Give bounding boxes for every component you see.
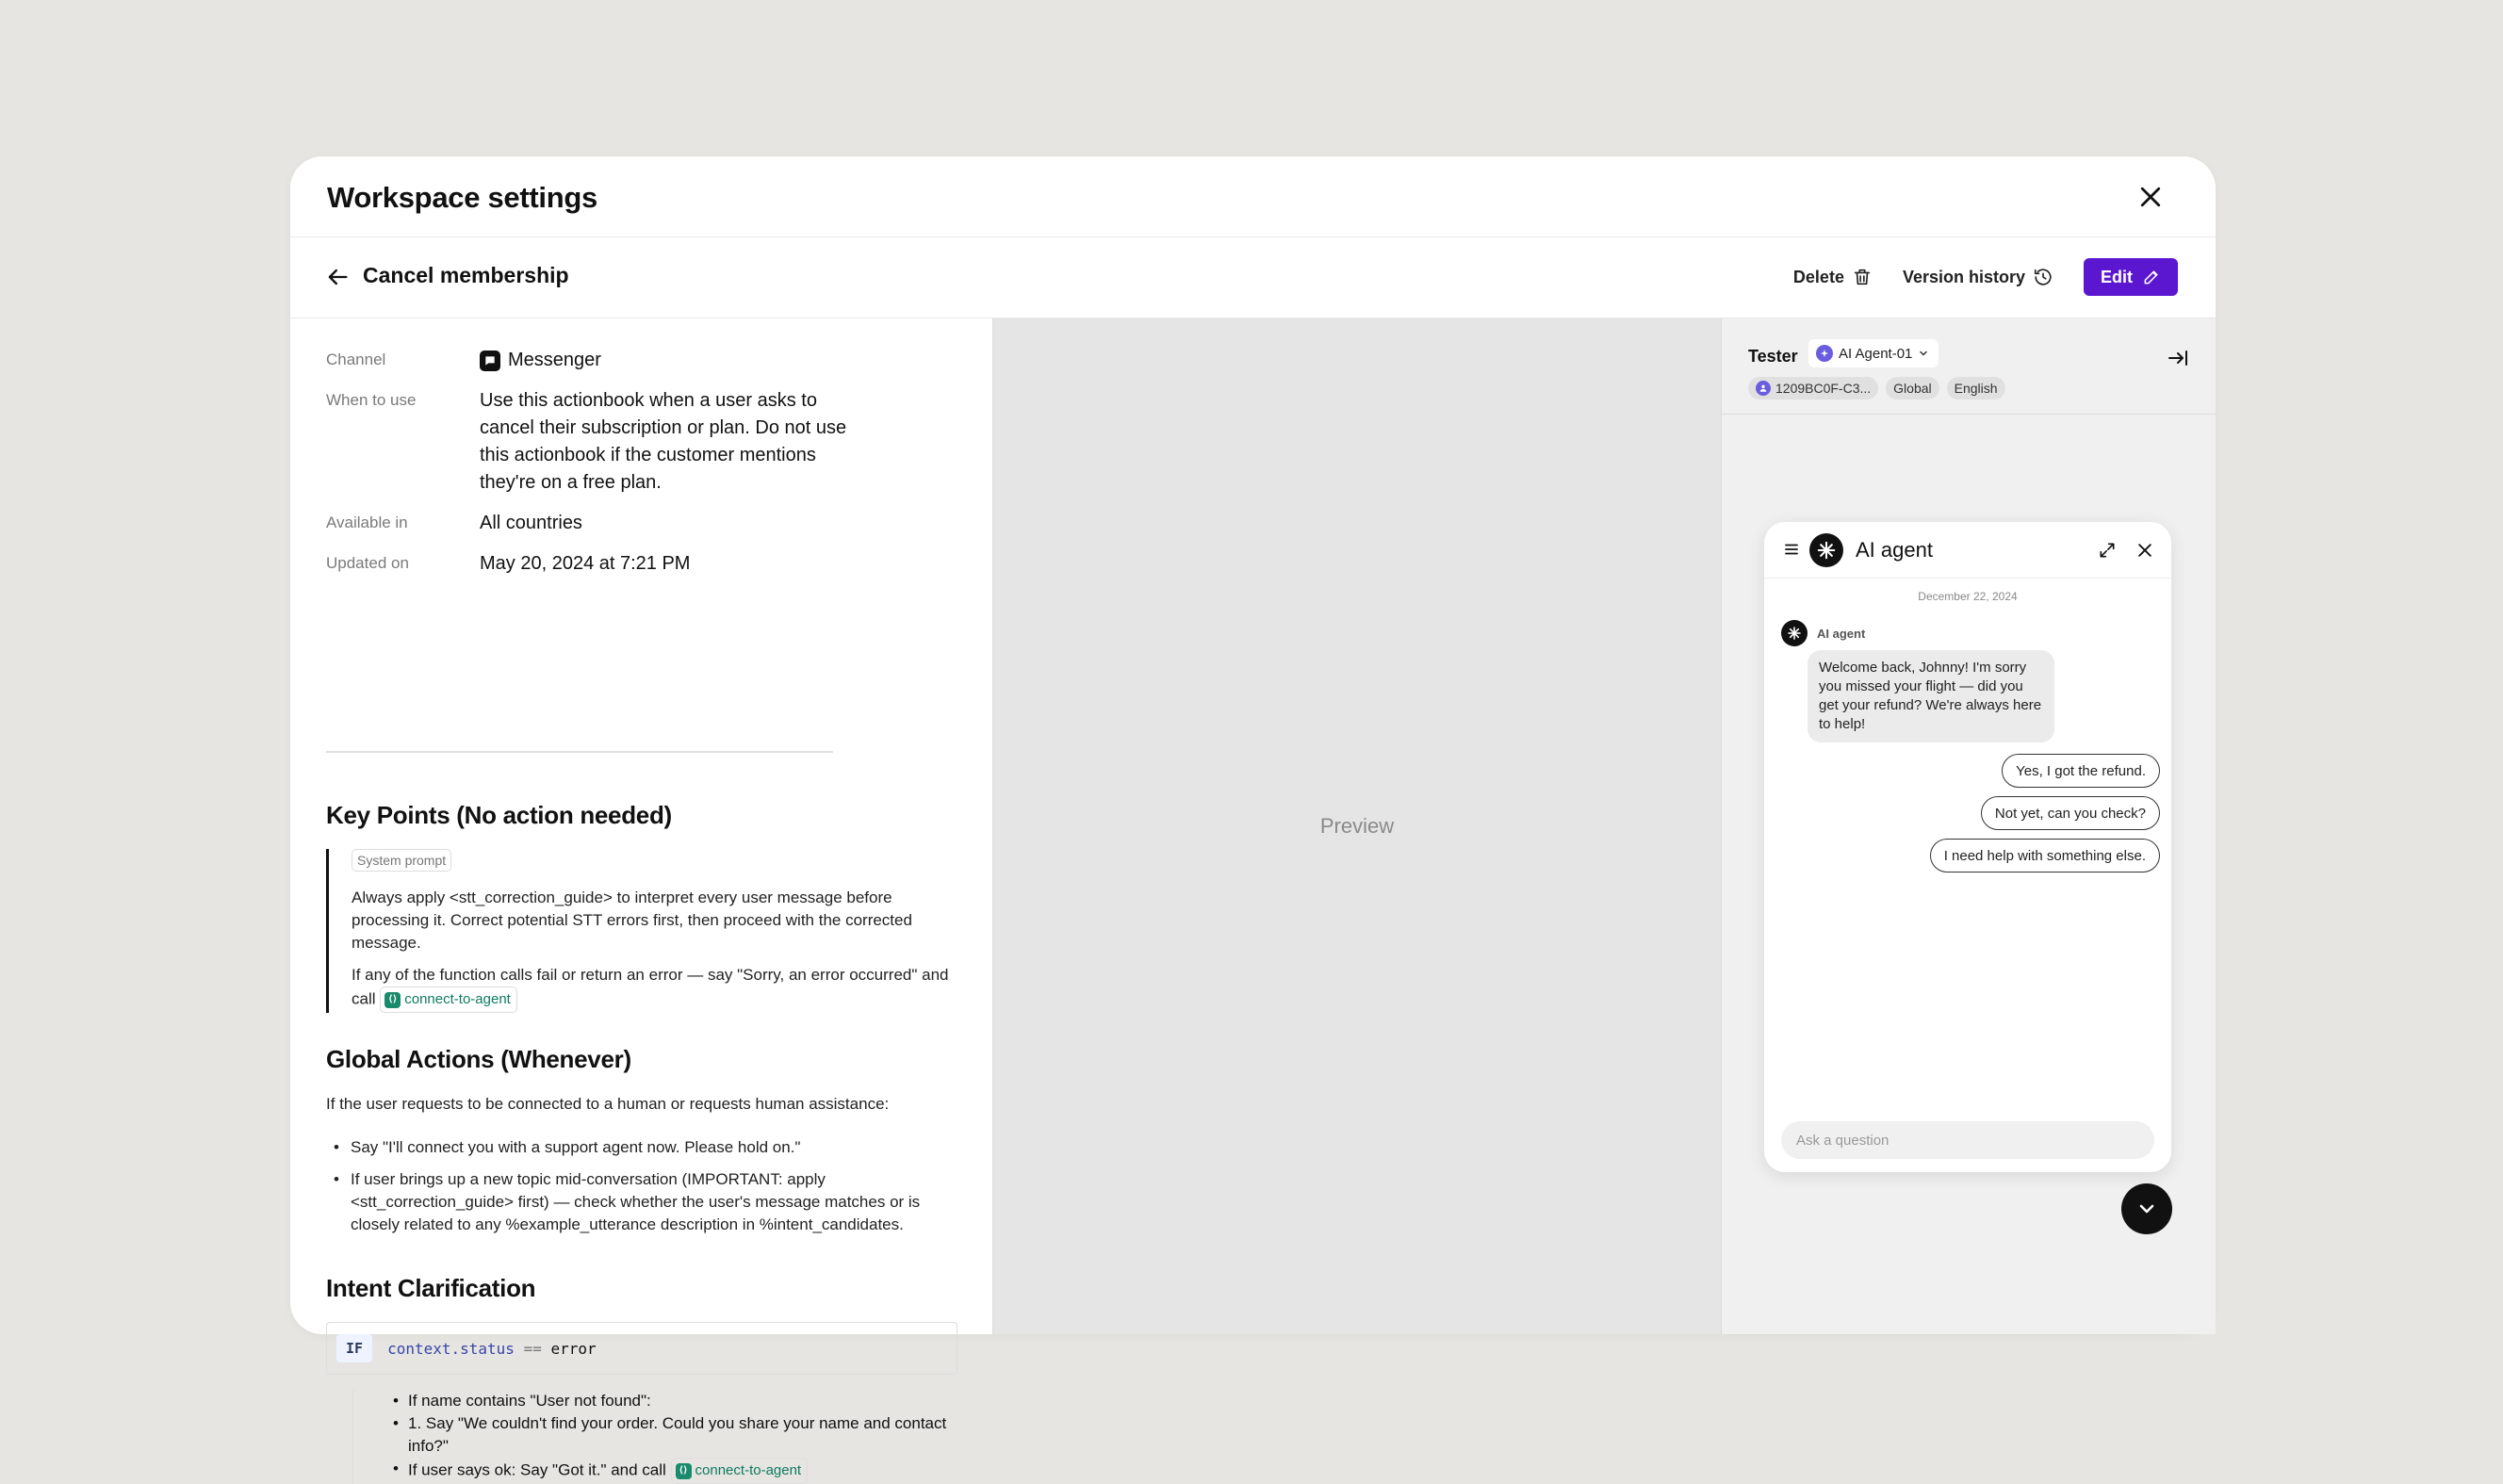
condition-operator: == — [523, 1339, 542, 1358]
content-area — [290, 318, 2216, 1479]
global-actions-heading: Global Actions (Whenever) — [326, 1045, 631, 1073]
intent-clarification-heading: Intent Clarification — [326, 1274, 536, 1302]
updated-on-row — [326, 550, 873, 578]
preview-label: Preview — [1319, 814, 1395, 838]
tester-toolbar — [1722, 318, 2216, 415]
close-icon[interactable] — [2136, 183, 2165, 211]
agent-select[interactable] — [1808, 339, 1939, 367]
user-icon — [1756, 381, 1771, 396]
preview-panel — [992, 318, 1721, 1334]
version-history-button[interactable] — [1903, 267, 2053, 287]
edit-label: Edit — [2101, 267, 2133, 286]
scroll-down-button[interactable] — [2121, 1183, 2172, 1234]
header-actions — [1793, 258, 2178, 296]
divider — [326, 751, 833, 753]
key-point-text — [352, 964, 957, 1013]
channel-row — [326, 347, 873, 374]
step-text-prefix: If user says ok: Say "Got it." and call — [408, 1460, 666, 1479]
list-item: • If name contains "User not found": — [393, 1390, 957, 1412]
quick-replies — [1930, 754, 2160, 872]
available-in-label: Available in — [326, 514, 408, 531]
condition-steps — [352, 1390, 957, 1484]
list-item: • If user brings up a new topic mid-conversation (IMPORTANT: apply <stt_correction_guide> first) — check whether the user's message matches or is closely related to any %example_utterance description in %intent_candidates. — [326, 1168, 957, 1236]
agent-message-bubble: Welcome back, Johnny! I'm sorry you missed your flight — did you get your refund? We're always here to help! — [1808, 650, 2054, 742]
modal-title: Workspace settings — [327, 181, 597, 214]
agent-select-value: AI Agent-01 — [1839, 345, 1913, 362]
function-icon: ⟨⟩ — [384, 992, 401, 1008]
quick-reply-button[interactable]: I need help with something else. — [1930, 839, 2160, 872]
pencil-icon — [2142, 268, 2161, 286]
list-item — [393, 1458, 957, 1484]
agent-logo-icon — [1809, 533, 1843, 567]
sender-name: AI agent — [1817, 626, 1866, 641]
expand-icon[interactable] — [2098, 541, 2117, 560]
trash-icon — [1852, 267, 1873, 287]
channel-label: Channel — [326, 351, 386, 368]
when-to-use-label: When to use — [326, 391, 417, 409]
channel-text: Messenger — [508, 350, 601, 370]
collapse-panel-icon[interactable] — [2167, 347, 2189, 369]
list-item: • 1. Say "We couldn't find your order. Could you share your name and contact info?" — [393, 1412, 957, 1458]
language-pill[interactable]: English — [1947, 377, 2005, 400]
modal-header — [290, 156, 2216, 237]
page-title: Cancel membership — [363, 263, 569, 287]
edit-button[interactable] — [2084, 258, 2178, 296]
delete-label: Delete — [1792, 267, 1844, 286]
function-icon: ⟨⟩ — [676, 1463, 692, 1479]
actionbook-panel[interactable] — [290, 318, 992, 1479]
tester-label: Tester — [1748, 347, 1798, 366]
agent-avatar-icon — [1781, 620, 1808, 646]
quick-reply-button[interactable]: Not yet, can you check? — [1981, 796, 2160, 830]
delete-button[interactable] — [1793, 267, 1873, 287]
function-chip-label: connect-to-agent — [695, 1462, 802, 1478]
key-point-text-prefix: If any of the function calls fail or return an error — say "Sorry, an error occurred" and call — [352, 966, 949, 1008]
chat-header — [1764, 522, 2171, 579]
back-arrow-icon[interactable] — [324, 264, 351, 290]
messenger-icon — [480, 351, 500, 371]
global-actions-intro: If the user requests to be connected to a human or requests human assistance: — [326, 1095, 890, 1113]
menu-icon[interactable] — [1783, 541, 1800, 558]
user-id-pill[interactable] — [1748, 377, 1878, 400]
chat-widget — [1764, 522, 2171, 1172]
updated-on-value: May 20, 2024 at 7:21 PM — [480, 553, 691, 574]
available-in-value: All countries — [480, 513, 582, 533]
close-icon[interactable] — [2135, 541, 2154, 560]
channel-value — [480, 347, 866, 374]
if-tag: IF — [336, 1334, 372, 1362]
chat-date: December 22, 2024 — [1918, 590, 2018, 603]
function-chip-connect-to-agent[interactable] — [380, 987, 517, 1013]
condition-block[interactable] — [326, 1322, 957, 1375]
tester-context-pills — [1748, 377, 2005, 400]
when-to-use-row — [326, 387, 873, 497]
actionbook-content — [326, 801, 957, 1484]
actionbook-details — [326, 347, 873, 591]
user-id-text: 1209BC0F-C3... — [1775, 381, 1872, 396]
when-to-use-value: Use this actionbook when a user asks to cancel their subscription or plan. Do not use this actionbook if the customer mentions they're on a free plan. — [480, 390, 847, 493]
region-pill[interactable]: Global — [1886, 377, 1939, 400]
workspace-settings-modal — [290, 156, 2216, 1479]
quick-reply-button[interactable]: Yes, I got the refund. — [2002, 754, 2160, 788]
history-icon — [2033, 267, 2053, 287]
condition-key: context.status — [387, 1339, 515, 1358]
message-sender — [1781, 620, 1865, 646]
actionbook-header — [290, 237, 2216, 318]
global-actions-list — [326, 1136, 957, 1236]
function-chip-connect-to-agent[interactable] — [671, 1458, 809, 1484]
chevron-down-icon — [2135, 1198, 2158, 1220]
available-in-row — [326, 510, 873, 537]
condition-value: error — [550, 1339, 597, 1358]
key-points-heading: Key Points (No action needed) — [326, 801, 672, 829]
chevron-down-icon — [1918, 348, 1929, 359]
tester-panel — [1721, 318, 2216, 1334]
updated-on-label: Updated on — [326, 554, 409, 572]
list-item: • Say "I'll connect you with a support agent now. Please hold on." — [326, 1136, 957, 1159]
version-history-label: Version history — [1902, 267, 2025, 286]
function-chip-label: connect-to-agent — [404, 991, 511, 1007]
system-prompt-block — [326, 849, 957, 1013]
chat-input[interactable] — [1781, 1121, 2154, 1159]
system-prompt-tag: System prompt — [352, 849, 451, 872]
chat-title: AI agent — [1856, 538, 1933, 562]
key-point-text: Always apply <stt_correction_guide> to interpret every user message before processing it. Correct potential STT errors first, then proceed with the corrected message. — [352, 889, 912, 952]
agent-avatar-icon — [1816, 345, 1833, 362]
condition-expression — [387, 1340, 597, 1358]
